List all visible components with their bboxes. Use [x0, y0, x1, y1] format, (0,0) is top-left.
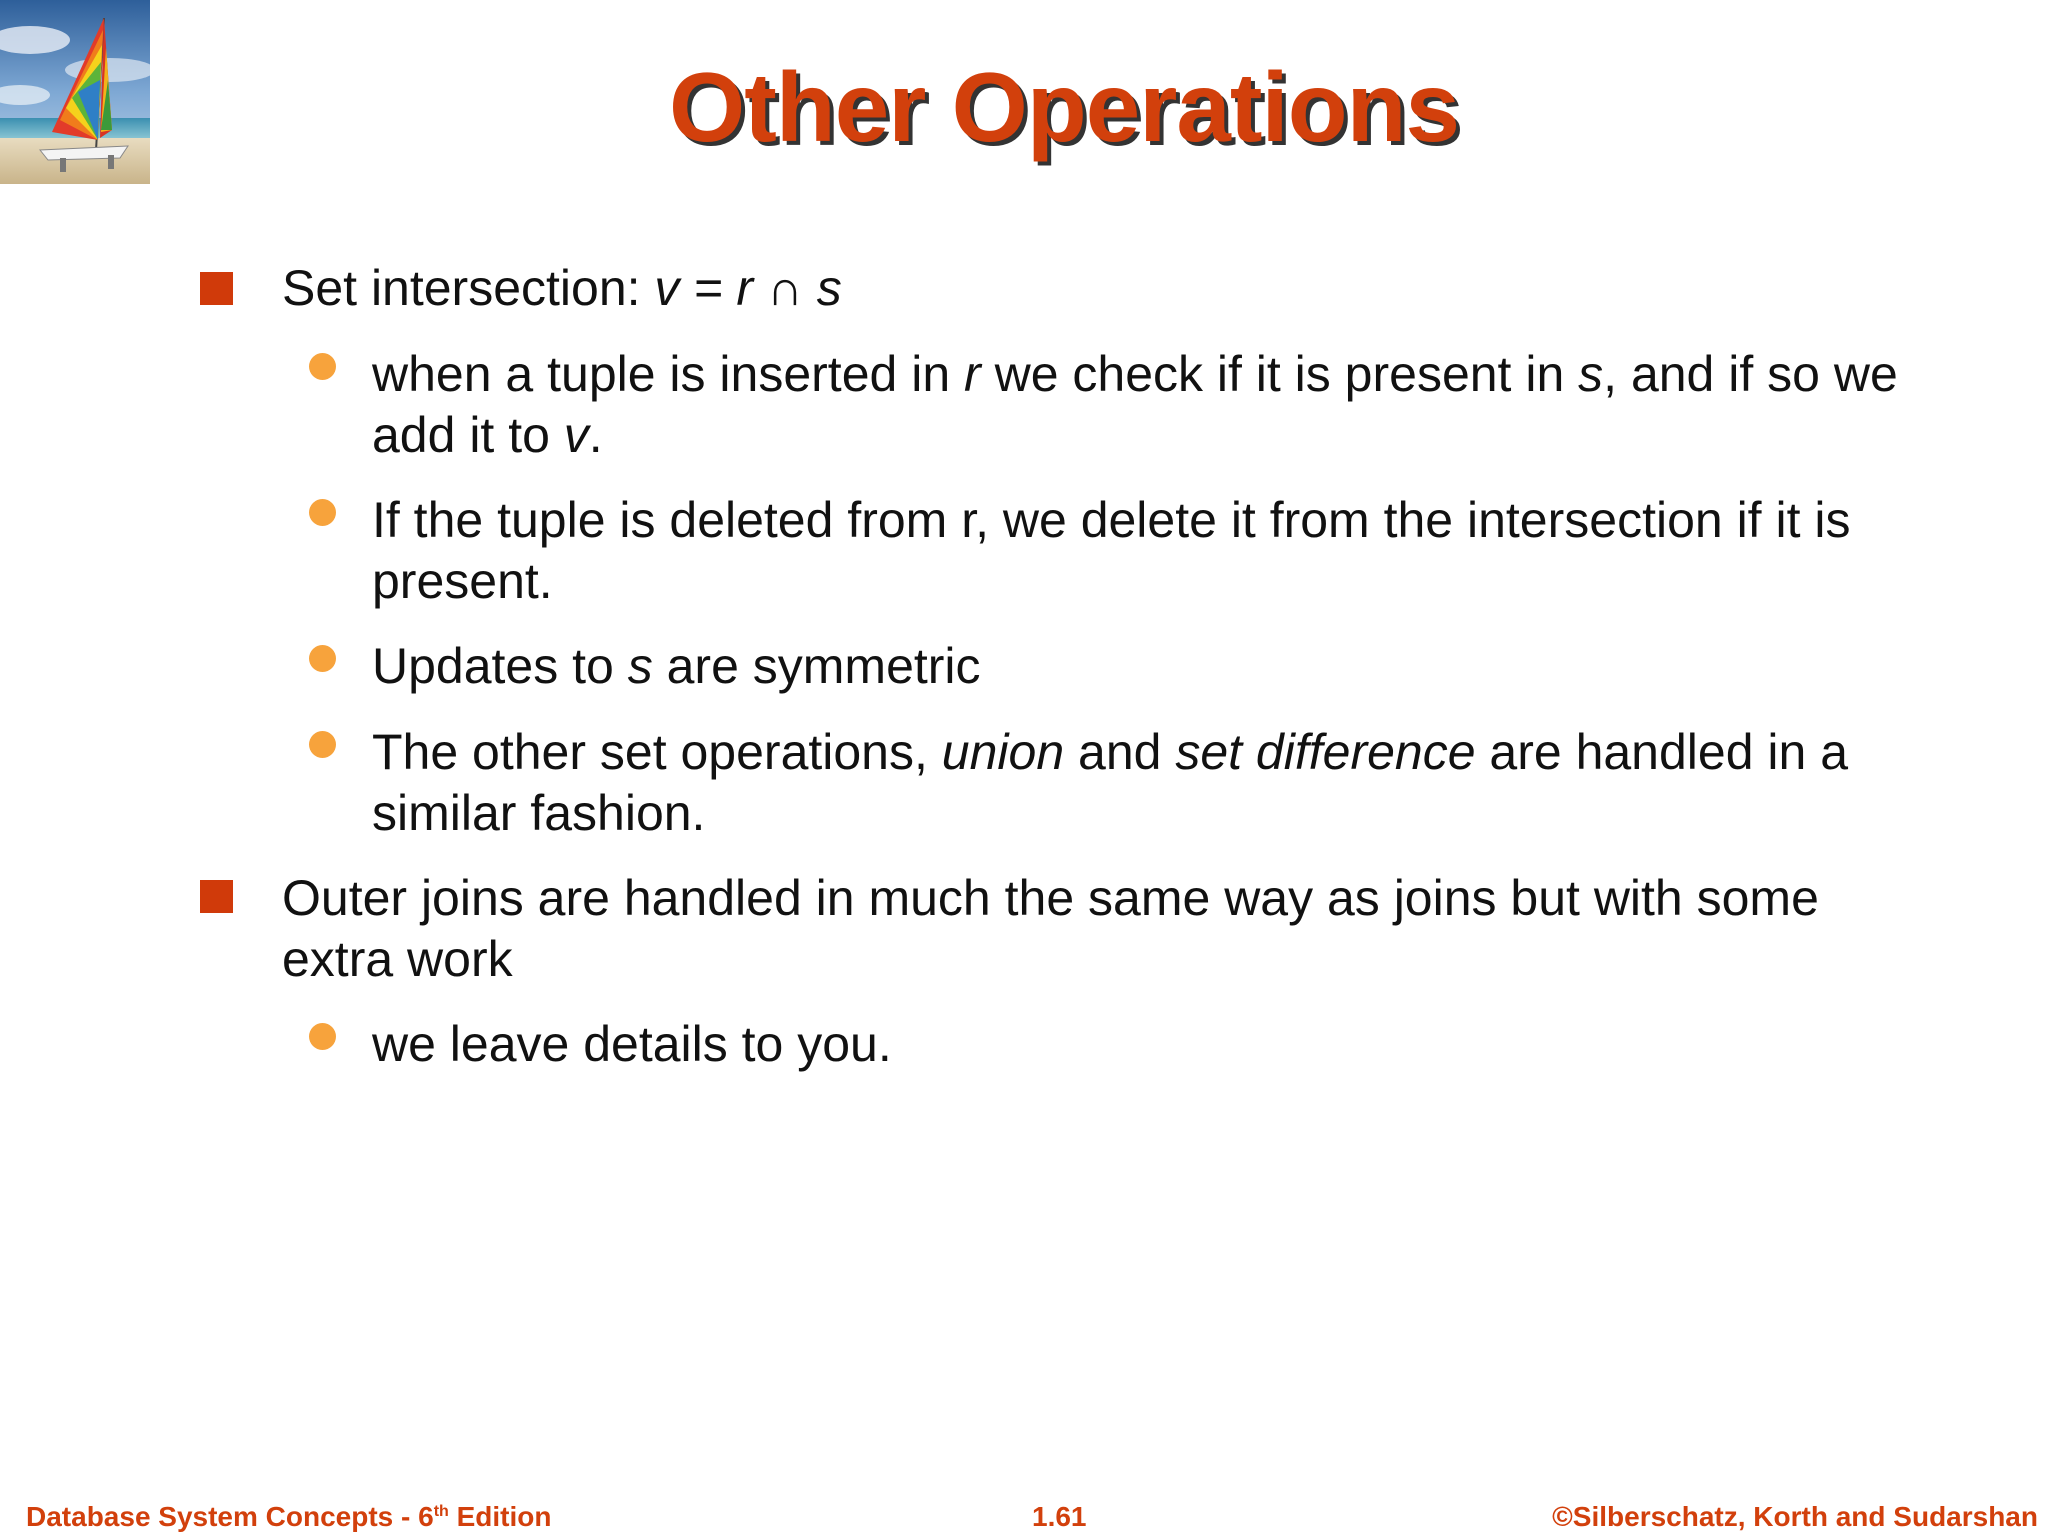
circle-bullet-icon	[309, 353, 336, 380]
bullet-text: are symmetric	[652, 638, 981, 694]
var-v: v	[563, 407, 589, 463]
intersection-formula: v = r ∩ s	[654, 260, 842, 316]
term-union: union	[941, 724, 1065, 780]
bullet-text: when a tuple is inserted in	[372, 346, 965, 402]
circle-bullet-icon	[309, 1023, 336, 1050]
footer-text: Edition	[448, 1501, 552, 1532]
bullet-text: Updates to	[372, 638, 628, 694]
bullet-other-set-operations	[372, 722, 1912, 844]
term-set-difference: set difference	[1175, 724, 1476, 780]
footer-page-number: 1.61	[1032, 1501, 1087, 1532]
bullet-updates-symmetric	[372, 636, 1912, 697]
bullet-set-intersection	[282, 258, 1902, 319]
bullet-text: and	[1064, 724, 1176, 780]
bullet-outer-joins: Outer joins are handled in much the same way as joins but with some extra work	[282, 870, 1819, 987]
footer-superscript: th	[433, 1503, 449, 1520]
bullet-text: .	[588, 407, 603, 463]
footer-book-title	[26, 1497, 551, 1537]
var-s: s	[1578, 346, 1604, 402]
circle-bullet-icon	[309, 731, 336, 758]
bullet-leave-details: we leave details to you.	[372, 1016, 892, 1072]
bullet-text: we check if it is present in	[980, 346, 1579, 402]
footer-text: Database System Concepts - 6	[26, 1501, 434, 1532]
square-bullet-icon	[200, 880, 233, 913]
bullet-text: Set intersection:	[282, 260, 655, 316]
slide-title: Other Operations	[669, 52, 1459, 162]
var-s: s	[627, 638, 653, 694]
bullet-insert-tuple	[372, 344, 1912, 466]
bullet-text: are handled in a similar fashion.	[372, 724, 1849, 841]
circle-bullet-icon	[309, 645, 336, 672]
circle-bullet-icon	[309, 499, 336, 526]
var-r: r	[964, 346, 981, 402]
bullet-text: , and if so we add it to	[372, 346, 1898, 463]
square-bullet-icon	[200, 272, 233, 305]
footer-copyright: ©Silberschatz, Korth and Sudarshan	[1552, 1501, 2038, 1532]
bullet-text: The other set operations,	[372, 724, 942, 780]
bullet-delete-tuple: If the tuple is deleted from r, we delete it from the intersection if it is present.	[372, 492, 1851, 609]
